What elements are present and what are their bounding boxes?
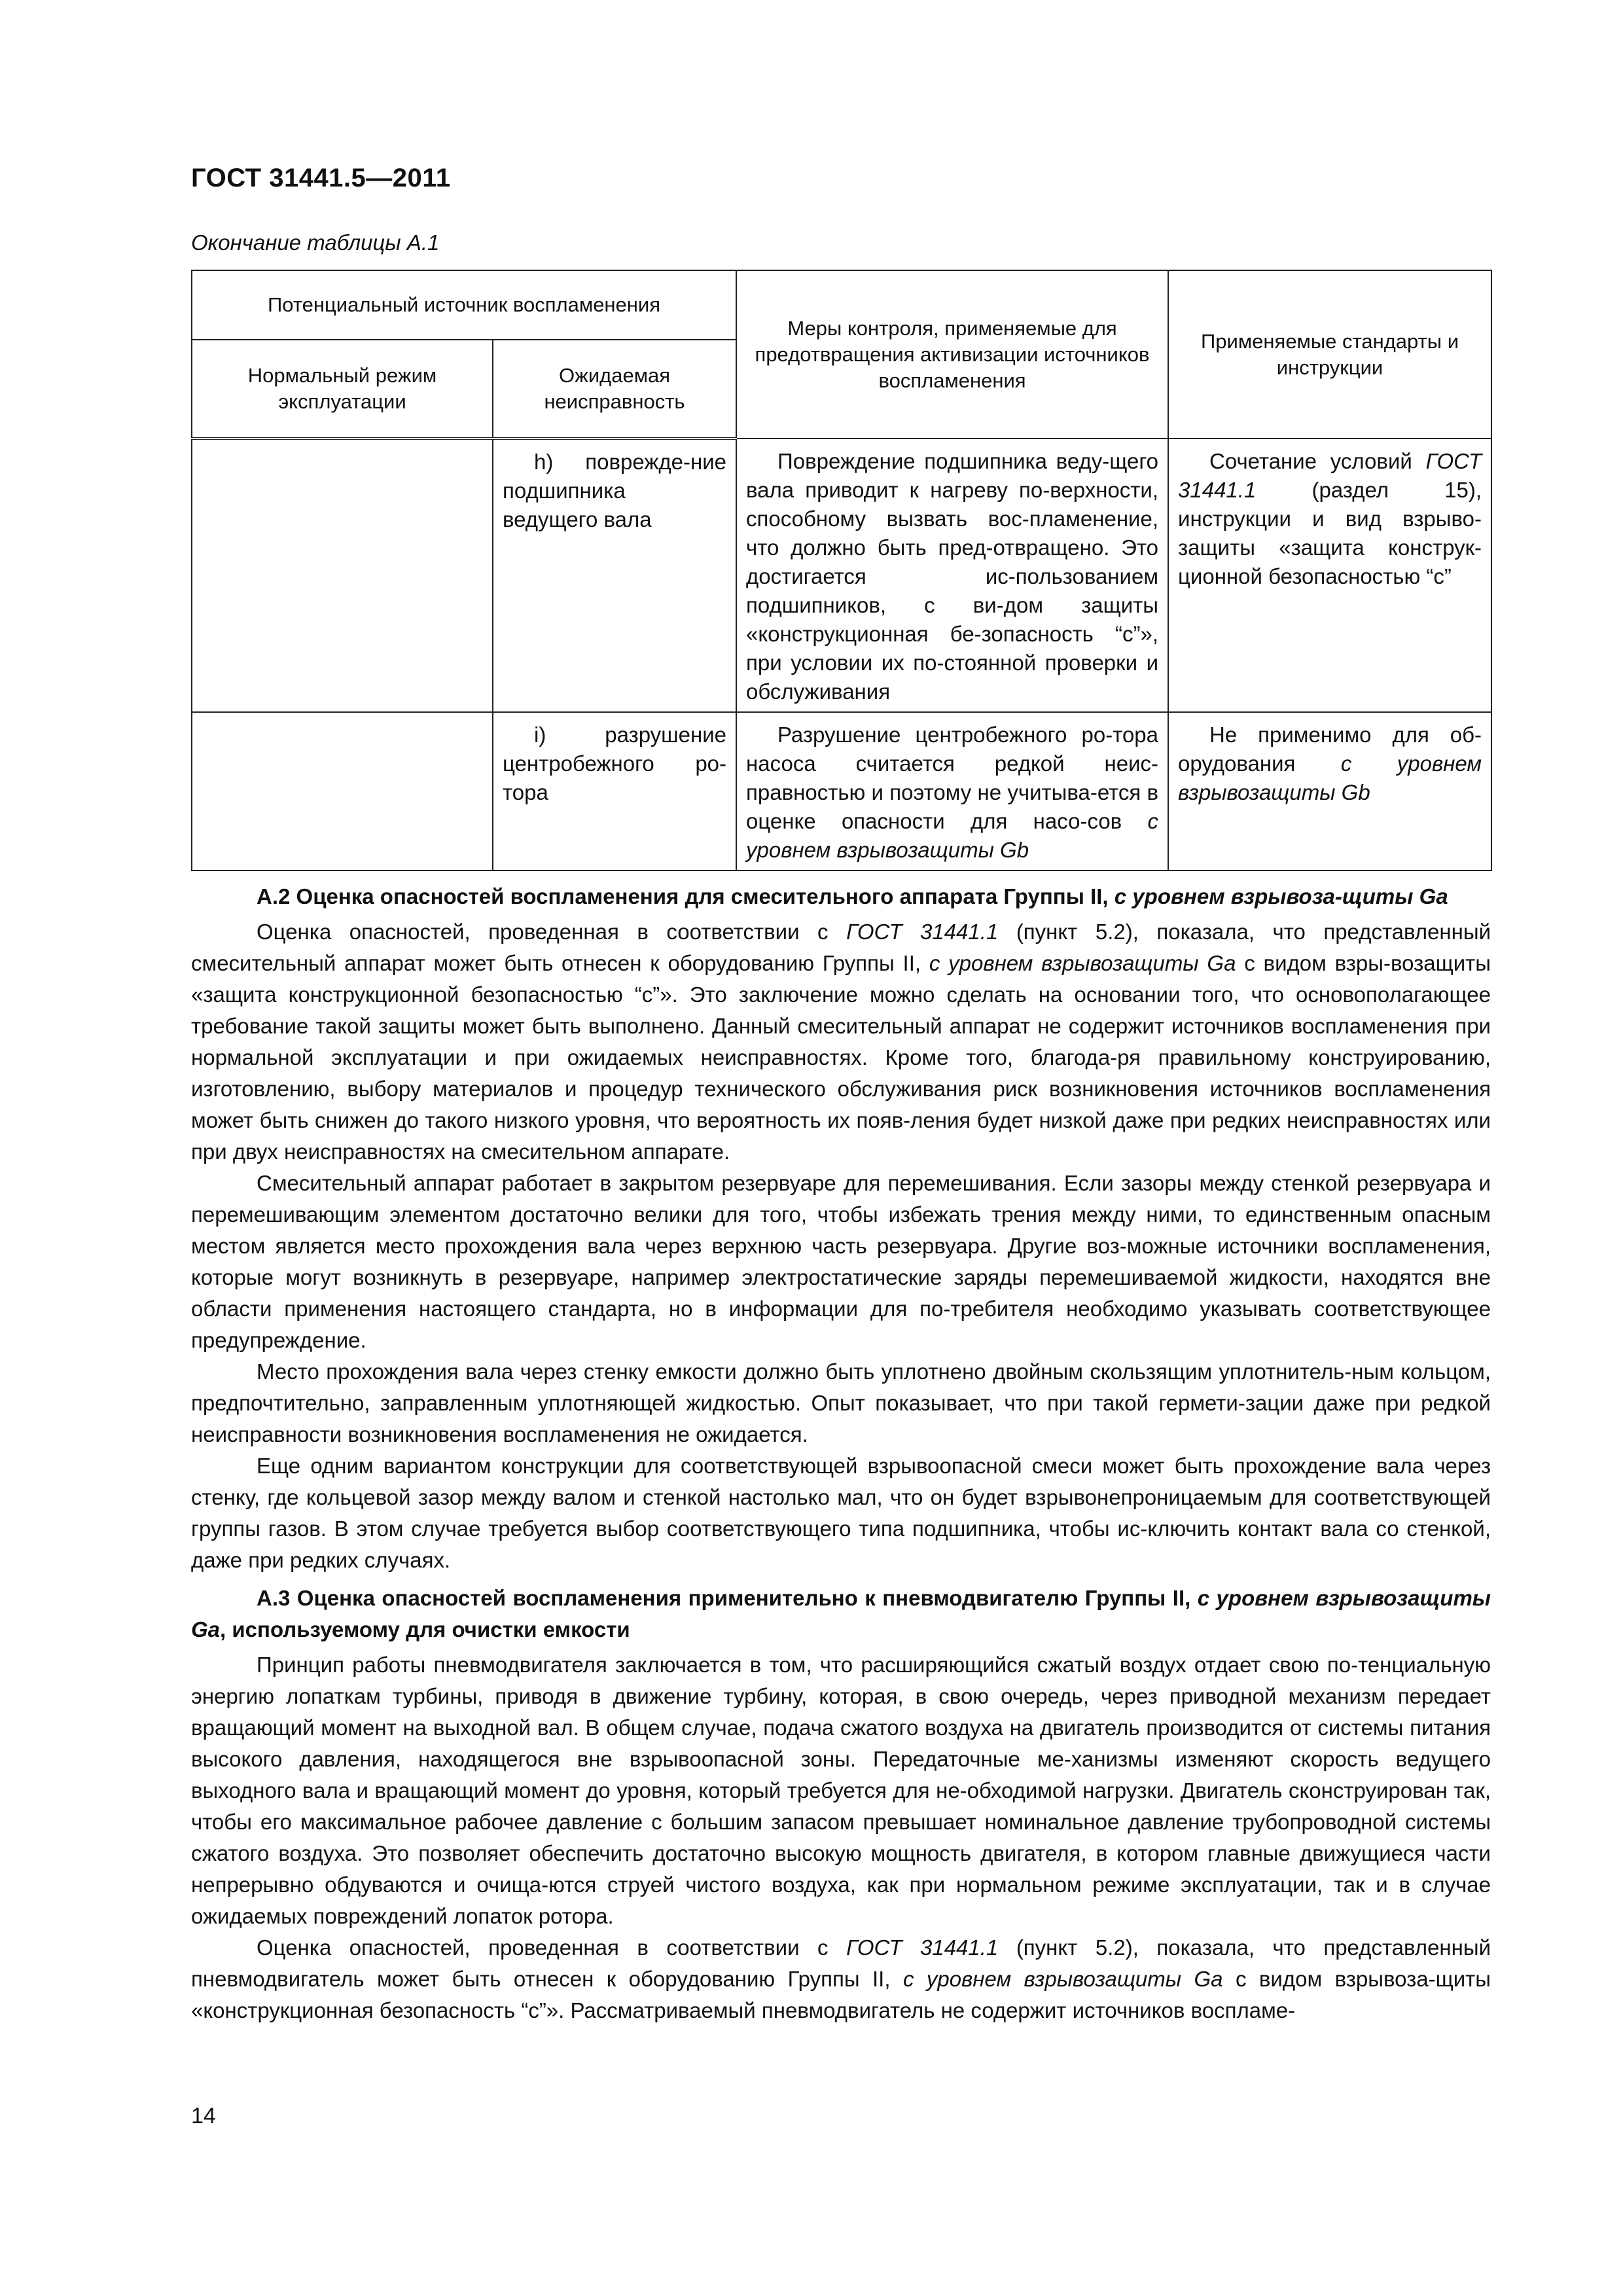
text: (пункт 5.2), показала, что представленный пневмодвигатель может быть отнесен к оборудованию Группы II, [191,1935,1491,1991]
header-standards: Применяемые стандарты и инструкции [1168,270,1491,439]
protection-level: с уровнем взрывозащиты Gb [1178,751,1482,804]
table-row [192,439,1491,712]
cell-text: (раздел 15), инструкции и вид взрыво-защиты «защита конструк-ционной безопасностью “с” [1178,478,1482,588]
text: с видом взры-возащиты «защита конструкционной безопасностью “с”». Это заключение можно сделать на основании того, что основополагающее требование такой защиты может быть выполнено. Данный смесительный аппарат не содержит источников воспламенения при нормальной эксплуатации и при ожидаемых неисправностях. Кроме того, благода-ря правильному конструированию, изготовлению, выбору материалов и процедур технического обслуживания риск возникновения источников воспламенения может быть снижен до такого низкого уровня, что вероятность их появ-ления будет низкой даже при редких неисправностях или при двух неисправностях на смесительном аппарате. [191,951,1491,1164]
table-caption: Окончание таблицы А.1 [191,230,440,255]
heading-italic: с уровнем взрывозащиты Ga [191,1586,1491,1641]
heading-italic: с уровнем взрывоза-щиты Ga [1114,884,1448,908]
paragraph: Принцип работы пневмодвигателя заключается в том, что расширяющийся сжатый воздух отдает свою по-тенциальную энергию лопаткам турбины, приводя в движение турбину, которая, в свою очередь, через приводной механизм передает вращающий момент на выходной вал. В общем случае, подача сжатого воздуха на двигатель производится от системы питания высокого давления, находящегося вне взрывоопасной зоны. Передаточные ме-ханизмы изменяют скорость ведущего выходного вала и вращающий момент до уровня, который требуется для не-обходимой нагрузки. Двигатель сконструирован так, чтобы его максимальное рабочее давление с большим запасом превышает номинальное давление трубопроводной системы сжатого воздуха. Это позволяет обеспечить достаточно высокую мощность двигателя, в котором главные движущиеся части непрерывно обдуваются и очища-ются струей чистого воздуха, как при нормальном режиме эксплуатации, так и в случае ожидаемых повреждений лопаток ротора. [191,1653,1491,1928]
standard-reference: ГОСТ 31441.1 [846,1935,999,1960]
cell-text: Разрушение центробежного ро-тора насоса считается редкой неис-правностью и поэтому не учитыва-ется в оценке опасности для насо-сов [746,723,1159,833]
section-a3-heading [191,1583,1491,1645]
header-ignition-source: Потенциальный источник воспламенения [192,270,736,340]
text: Оценка опасностей, проведенная в соответствии с [257,1935,847,1960]
cell-standards [1168,439,1491,712]
heading-text: , используемому для очистки емкости [220,1617,630,1641]
header-expected-fault: Ожидаемая неисправность [493,340,736,439]
header-control-measures: Меры контроля, применяемые для предотвращения активизации источников воспламенения [736,270,1168,439]
heading-text: А.2 Оценка опасностей воспламенения для смесительного аппарата Группы II, [257,884,1115,908]
table-row [192,712,1491,870]
document-body [191,874,1491,2026]
protection-level: с уровнем взрывозащиты Ga [902,1967,1223,1991]
cell-text: Сочетание условий [1209,449,1426,473]
cell-control-measures: Повреждение подшипника веду-щего вала приводит к нагреву по-верхности, способному вызвать вос-пламенение, что должно быть пред-отвращено. Это достигается ис-пользованием подшипников, с ви-дом защиты «конструкционная бе-зопасность “с”», при условии их по-стоянной проверки и обслуживания [736,439,1168,712]
page-number: 14 [191,2104,216,2128]
cell-text: Не применимо для об-орудования [1178,723,1482,776]
text: (пункт 5.2), показала, что представленный смесительный аппарат может быть отнесен к оборудованию Группы II, [191,920,1491,975]
text: Оценка опасностей, проведенная в соответствии с [257,920,847,944]
header-normal-operation: Нормальный режим эксплуатации [192,340,493,439]
section-a2-heading [191,881,1491,912]
cell-standards [1168,712,1491,870]
cell-normal-operation [192,439,493,712]
standard-reference: ГОСТ 31441.1 [846,920,999,944]
protection-level: с уровнем взрывозащиты Ga [929,951,1236,975]
paragraph: Смесительный аппарат работает в закрытом резервуаре для перемешивания. Если зазоры между стенкой резервуара и перемешивающим элементом достаточно велики для того, чтобы избежать трения между ними, то единственным опасным местом является место прохождения вала через верхнюю часть резервуара. Другие воз-можные источники воспламенения, которые могут возникнуть в резервуаре, например электростатические заряды перемешиваемой жидкости, находятся вне области применения настоящего стандарта, но в информации для по-требителя необходимо указывать соответствующее предупреждение. [191,1171,1491,1352]
cell-expected-fault: h) поврежде-ние подшипника ведущего вала [493,439,736,712]
paragraph: Место прохождения вала через стенку емкости должно быть уплотнено двойным скользящим уплотнитель-ным кольцом, предпочтительно, заправленным уплотняющей жидкостью. Опыт показывает, что при такой гермети-зации даже при редкой неисправности возникновения воспламенения не ожидается. [191,1359,1491,1446]
paragraph [191,916,1491,1168]
cell-expected-fault: i) разрушение центробежного ро-тора [493,712,736,870]
cell-control-measures [736,712,1168,870]
paragraph: Еще одним вариантом конструкции для соответствующей взрывоопасной смеси может быть прохождение вала через стенку, где кольцевой зазор между валом и стенкой настолько мал, что он будет взрывонепроницаемым для соответствующей группы газов. В этом случае требуется выбор соответствующего типа подшипника, чтобы ис-ключить контакт вала со стенкой, даже при редких случаях. [191,1454,1491,1572]
cell-normal-operation [192,712,493,870]
paragraph [191,1932,1491,2026]
standard-reference: ГОСТ 31441.1 [1178,449,1482,502]
text: с видом взрывоза-щиты «конструкционная безопасность “с”». Рассматриваемый пневмодвигатель не содержит источников воспламе- [191,1967,1491,2022]
heading-text: А.3 Оценка опасностей воспламенения применительно к пневмодвигателю Группы II, [257,1586,1198,1610]
ignition-hazard-table [191,270,1492,871]
document-header: ГОСТ 31441.5—2011 [191,164,451,192]
protection-level: с уровнем взрывозащиты Gb [746,809,1159,862]
